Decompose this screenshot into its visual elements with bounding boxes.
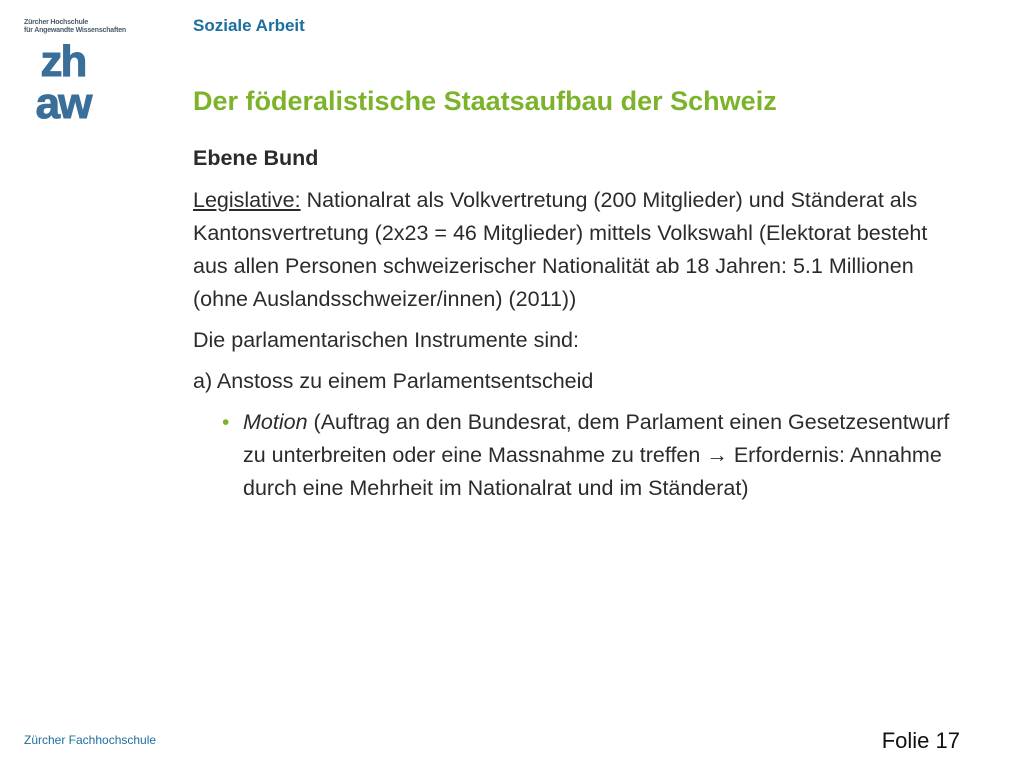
institution-name bbox=[24, 19, 126, 35]
logo-mark-top: zh bbox=[40, 38, 86, 86]
bullet-dot-icon: • bbox=[222, 411, 230, 434]
instruments-intro: Die parlamentarischen Instrumente sind: bbox=[193, 328, 579, 352]
zhaw-logo bbox=[24, 38, 102, 122]
bullet-text-2: Erfordernis: Annahme durch eine Mehrheit im Nationalrat und im Ständerat) bbox=[243, 443, 942, 500]
institution-line-1: Zürcher Hochschule bbox=[24, 19, 89, 26]
slide-body bbox=[193, 142, 953, 505]
right-arrow-icon: → bbox=[706, 443, 728, 467]
department-label: Soziale Arbeit bbox=[193, 16, 305, 35]
section-subtitle: Ebene Bund bbox=[193, 146, 319, 170]
bullet-motion bbox=[193, 406, 953, 505]
item-a: a) Anstoss zu einem Parlamentsentscheid bbox=[193, 369, 594, 393]
bullet-term: Motion bbox=[243, 410, 308, 434]
legislative-text: Nationalrat als Volkvertretung (200 Mitglieder) und Ständerat als Kantonsvertretung (2x23 = 46 Mitglieder) mittels Volkswahl (Elektorat besteht aus allen Personen schweizerischer Nationalität ab 18 Jahren: 5.1 Millionen (ohne Auslandsschweizer/innen) (2011)) bbox=[193, 188, 928, 311]
legislative-label: Legislative: bbox=[193, 188, 301, 212]
slide-title: Der föderalistische Staatsaufbau der Schweiz bbox=[193, 86, 777, 116]
institution-line-2: für Angewandte Wissenschaften bbox=[24, 27, 127, 34]
footer-institution: Zürcher Fachhochschule bbox=[24, 733, 157, 747]
bullet-text-1: (Auftrag an den Bundesrat, dem Parlament einen Gesetzesentwurf zu unterbreiten oder eine Massnahme zu treffen bbox=[243, 410, 950, 467]
slide-number: Folie 17 bbox=[881, 728, 960, 753]
legislative-paragraph bbox=[193, 184, 953, 316]
logo-mark-bottom: aw bbox=[35, 79, 91, 122]
